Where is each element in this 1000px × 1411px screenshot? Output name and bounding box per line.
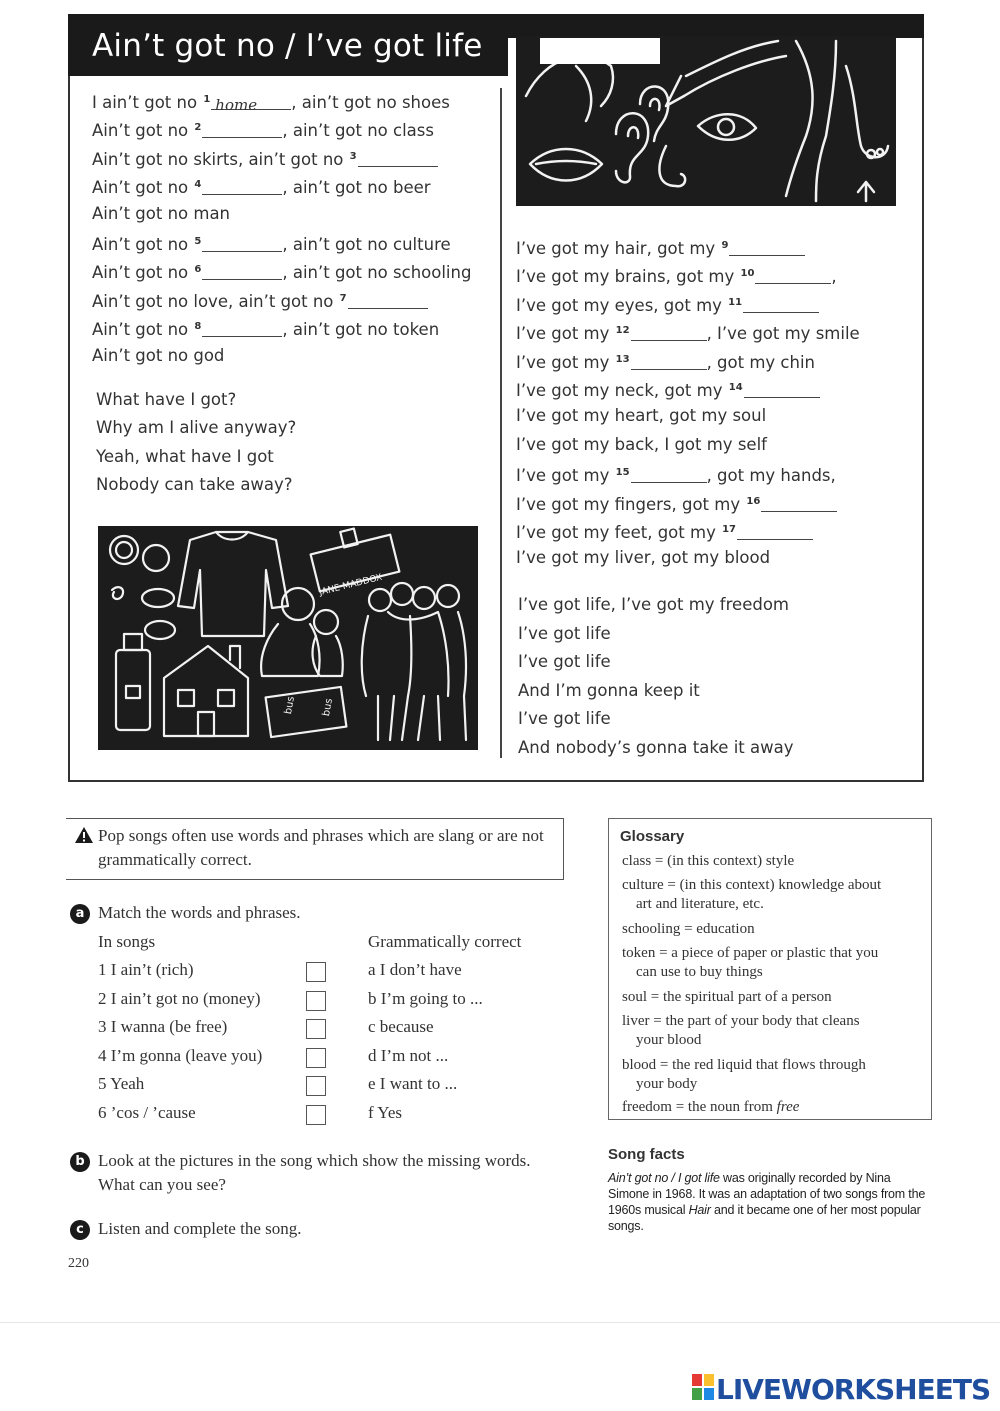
lyric-text: , ain’t got no schooling	[282, 263, 472, 283]
blank-number: 17	[722, 524, 736, 535]
blank-number: 12	[615, 325, 630, 337]
answer-blank[interactable]	[761, 497, 837, 512]
answer-blank[interactable]	[358, 152, 438, 167]
jumper-drawing	[178, 532, 288, 636]
lyric-text: , ain’t got no beer	[282, 178, 431, 198]
lyric-line: Nobody can take away?	[96, 475, 293, 495]
coin-1	[110, 536, 138, 564]
col-head-grammatically-correct: Grammatically correct	[368, 932, 522, 951]
glossary-italic-word: free	[776, 1099, 800, 1115]
correct-phrase-item: e I want to ...	[368, 1074, 458, 1094]
lyric-line: What have I got?	[96, 390, 237, 409]
glossary-definition-continued: your blood	[636, 1032, 702, 1048]
glossary-definition: soul = the spiritual part of a person	[622, 989, 832, 1005]
song-facts-musical: Hair	[688, 1203, 711, 1217]
col-head-in-songs: In songs	[98, 932, 156, 951]
lyric-line	[516, 321, 860, 344]
correct-phrase-item: c because	[368, 1017, 434, 1037]
lyric-line	[516, 236, 805, 259]
leg-drawing	[786, 41, 813, 196]
blank-number: 10	[740, 268, 755, 280]
blank-number: 4	[194, 179, 202, 191]
glossary-entry	[622, 1098, 922, 1117]
answer-blank[interactable]	[743, 298, 819, 313]
lyric-text: Ain’t got no god	[92, 345, 225, 365]
blank-number: 1	[203, 94, 211, 105]
lyric-line	[516, 520, 813, 543]
exercise-b-instruction: Look at the pictures in the song which show the missing words. What can you see?	[98, 1151, 531, 1194]
lyric-line: I’ve got life, I’ve got my freedom	[518, 595, 789, 614]
lyric-text: I’ve got my eyes, got my	[516, 295, 728, 315]
song-phrase-item: 5 Yeah	[98, 1074, 145, 1094]
lyric-line	[92, 204, 230, 224]
song-facts-title: Song facts	[608, 1146, 685, 1163]
bullet-c-icon: c	[70, 1220, 90, 1240]
lyric-text: I’ve got my	[516, 352, 615, 372]
bullet-b-icon: b	[70, 1152, 90, 1172]
picture-notch	[540, 38, 660, 64]
match-answer-box[interactable]	[306, 1076, 326, 1096]
match-answer-box[interactable]	[306, 991, 326, 1011]
lyric-text: I ain’t got no	[92, 93, 203, 112]
lyric-text: ,	[831, 267, 837, 287]
lyric-line: I’ve got life	[518, 652, 611, 672]
bus-ticket-label-2: bus	[321, 697, 335, 718]
lyric-line	[92, 232, 451, 255]
lyric-text: I’ve got my brains, got my	[516, 267, 740, 287]
glossary-title: Glossary	[620, 828, 685, 845]
lyric-text: Ain’t got no	[92, 235, 194, 254]
lyric-text: Ain’t got no man	[92, 203, 231, 223]
page-number: 220	[68, 1256, 89, 1271]
warning-text: Pop songs often use words and phrases which are slang or are not grammatically correct.	[98, 826, 544, 869]
answer-blank[interactable]	[202, 237, 282, 252]
glossary-definition-continued: your body	[636, 1076, 698, 1092]
lyric-text: , ain’t got no culture	[282, 235, 451, 254]
answer-blank[interactable]	[755, 269, 831, 284]
lyric-line: I’ve got life	[518, 709, 611, 729]
filled-answer: home	[215, 96, 258, 114]
blank-number: 3	[349, 150, 357, 162]
lyric-text: I’ve got my feet, got my	[516, 523, 722, 542]
foot-drawing	[846, 66, 888, 157]
answer-blank[interactable]	[737, 525, 813, 540]
lyric-text: , I’ve got my smile	[706, 324, 860, 344]
ear-drawing-1	[616, 113, 648, 182]
lyric-line: Yeah, what have I got	[96, 446, 274, 466]
lyric-line	[92, 346, 224, 366]
glossary-definition: culture = (in this context) knowledge about	[622, 877, 882, 893]
blank-number: 9	[721, 240, 729, 251]
lyric-text: , got my chin	[706, 352, 815, 372]
bullet-a-icon: a	[70, 904, 90, 924]
blank-number: 14	[728, 382, 743, 393]
blank-number: 2	[194, 122, 202, 134]
answer-blank[interactable]	[631, 468, 707, 483]
lyric-text: Ain’t got no skirts, ain’t got no	[92, 149, 349, 169]
correct-phrase-item: b I’m going to ...	[368, 988, 483, 1008]
bottle-drawing	[116, 650, 150, 730]
coin-4	[145, 621, 175, 639]
answer-blank[interactable]	[729, 241, 805, 256]
answer-blank[interactable]	[744, 383, 820, 398]
blank-number: 6	[194, 264, 202, 276]
match-answer-box[interactable]	[306, 1019, 326, 1039]
possessions-illustration	[98, 526, 478, 750]
lyric-text: I’ve got my heart, got my soul	[516, 406, 767, 426]
lyric-line	[516, 264, 837, 287]
lyric-text: I’ve got my back, I got my self	[516, 434, 767, 454]
liveworksheets-logo-icon	[692, 1374, 714, 1400]
possessions-picture	[98, 526, 478, 750]
lips-drawing	[530, 149, 602, 181]
friends-group	[362, 616, 394, 740]
glossary-definition: token = a piece of paper or plastic that you	[622, 945, 879, 961]
coin-3	[142, 589, 174, 607]
glossary-entry	[622, 920, 922, 939]
lyric-line	[516, 492, 837, 515]
bus-ticket-label-1: bus	[283, 695, 297, 716]
match-answer-box[interactable]	[306, 962, 326, 982]
song-title: Ain’t got no / I’ve got life	[92, 28, 483, 64]
lyric-line	[92, 147, 438, 170]
glossary-entry	[622, 944, 922, 982]
match-answer-box[interactable]	[306, 1048, 326, 1068]
lyric-line	[92, 118, 434, 141]
top-band	[508, 14, 924, 38]
answer-blank[interactable]	[202, 180, 282, 195]
lyric-text: I’ve got my	[516, 466, 615, 486]
up-arrow-icon	[858, 182, 874, 201]
blank-number: 11	[728, 296, 743, 308]
lyric-line	[516, 293, 819, 316]
answer-blank[interactable]	[211, 95, 291, 114]
lyric-text: I’ve got my hair, got my	[516, 239, 721, 258]
song-facts-text-2: and it became one of her most popular songs.	[608, 1203, 921, 1233]
lyric-line	[92, 289, 428, 312]
lyric-text: Ain’t got no love, ain’t got no	[92, 291, 339, 311]
correct-phrase-item: a I don’t have	[368, 960, 462, 979]
glossary-entry	[622, 988, 922, 1007]
lyric-line: I’ve got life	[518, 623, 611, 643]
exercise-c-instruction: Listen and complete the song.	[98, 1219, 302, 1238]
lyric-text: Ain’t got no	[92, 121, 194, 141]
warning-icon	[74, 826, 94, 844]
lyric-line	[516, 548, 770, 568]
blank-number: 16	[746, 495, 761, 507]
lyric-text: , ain’t got no class	[282, 121, 434, 141]
correct-phrase-item: f Yes	[368, 1103, 403, 1122]
answer-blank[interactable]	[348, 294, 428, 309]
friend-1-head	[369, 589, 391, 611]
blank-number: 7	[339, 292, 347, 304]
lyric-text: , got my hands,	[706, 466, 836, 486]
blank-number: 8	[194, 321, 202, 333]
glossary-definition: liver = the part of your body that cleans	[622, 1013, 860, 1029]
ear-drawing-2	[640, 86, 668, 141]
answer-blank[interactable]	[631, 355, 707, 370]
house-drawing	[164, 646, 248, 736]
lyric-line	[516, 378, 820, 401]
song-phrase-item: 1 I ain’t (rich)	[98, 960, 194, 979]
woman-body	[261, 624, 319, 676]
lyric-line	[92, 175, 431, 198]
song-phrase-item: 3 I wanna (be free)	[98, 1017, 228, 1037]
hand-drawing	[666, 76, 684, 106]
lyric-text: Ain’t got no	[92, 178, 194, 198]
lyric-text: I’ve got my	[516, 324, 615, 344]
lyric-text: I’ve got my neck, got my	[516, 381, 728, 400]
lyric-text: I’ve got my liver, got my blood	[516, 548, 771, 568]
song-phrase-item: 6 ’cos / ’cause	[98, 1103, 196, 1122]
answer-blank[interactable]	[202, 265, 282, 280]
blank-number: 15	[615, 467, 630, 479]
lyric-line: And nobody’s gonna take it away	[518, 738, 794, 757]
nose-drawing	[659, 146, 685, 186]
blank-number: 5	[194, 236, 202, 247]
song-facts-text	[608, 1170, 926, 1234]
song-facts-italic-title: Ain’t got no / I got life	[608, 1171, 720, 1185]
glossary-entry	[622, 852, 922, 871]
lyric-line	[92, 90, 450, 113]
lyric-line: And I’m gonna keep it	[518, 680, 700, 700]
glossary-definition: blood = the red liquid that flows through	[622, 1057, 866, 1073]
match-answer-box[interactable]	[306, 1105, 326, 1125]
lyric-text: I’ve got my fingers, got my	[516, 494, 746, 514]
glossary-entry	[622, 1012, 922, 1050]
answer-blank[interactable]	[202, 322, 282, 337]
glossary-definition-continued: art and literature, etc.	[636, 896, 764, 912]
lyric-line	[516, 350, 815, 373]
coin-2	[143, 545, 169, 571]
answer-blank[interactable]	[631, 326, 707, 341]
column-divider	[500, 88, 502, 758]
song-phrase-item: 2 I ain’t got no (money)	[98, 988, 261, 1008]
glossary-entry	[622, 1056, 922, 1094]
child-head	[314, 610, 338, 634]
song-phrase-item: 4 I’m gonna (leave you)	[98, 1045, 263, 1065]
lyric-text: , ain’t got no shoes	[291, 93, 450, 112]
glossary-definition: class = (in this context) style	[622, 853, 795, 869]
bottom-rule	[0, 1322, 1000, 1323]
name-tag-label: JANE MADDOX	[318, 572, 384, 598]
blank-number: 13	[615, 353, 630, 365]
lyric-text: Ain’t got no	[92, 320, 194, 340]
lyric-line	[516, 435, 767, 455]
lyric-line	[516, 463, 836, 486]
song-facts-text-1: was originally recorded by Nina Simone in 1968. It was an adaptation of two songs from the 1960s musical	[608, 1171, 926, 1217]
glossary-definition: freedom = the noun from	[622, 1099, 777, 1115]
lyric-text: , ain’t got no token	[282, 320, 440, 340]
correct-phrase-item: d I’m not ...	[368, 1045, 449, 1065]
lyric-line	[92, 260, 471, 283]
lyric-line: Why am I alive anyway?	[96, 418, 297, 438]
glossary-definition-continued: can use to buy things	[636, 964, 763, 980]
glossary-definition: schooling = education	[622, 921, 755, 937]
lyric-line	[516, 406, 766, 426]
lyric-text: Ain’t got no	[92, 263, 194, 283]
bus-ticket-drawing	[266, 687, 347, 737]
answer-blank[interactable]	[202, 123, 282, 138]
exercise-a-instruction: Match the words and phrases.	[98, 903, 301, 922]
liveworksheets-brand: LIVEWORKSHEETS	[716, 1373, 991, 1406]
glossary-entry	[622, 876, 922, 914]
lyric-line	[92, 317, 439, 340]
